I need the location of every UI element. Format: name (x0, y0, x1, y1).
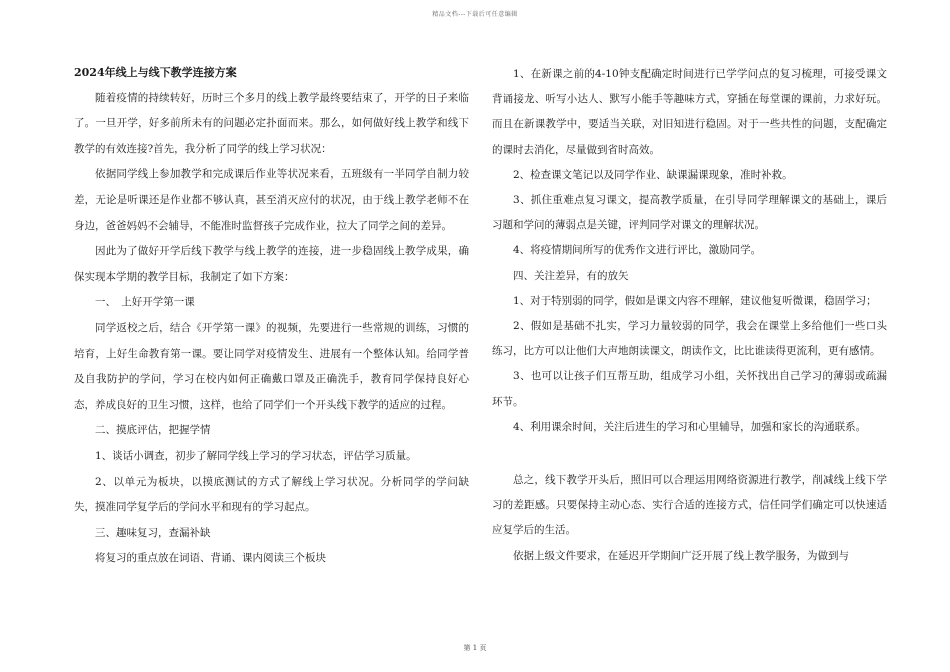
paragraph: 依据同学线上参加教学和完成课后作业等状况来看，五班级有一半同学自制力较差，无论是听课还是作业都不够认真，甚至消灭应付的状况，由于线上教学老师不在身边，爸爸妈妈不会辅导，不能准时监督孩子完成作业，拉大了同学之间的差异。 (74, 168, 469, 232)
section-heading: 三、趣味复习，查漏补缺 (95, 526, 211, 539)
document-title: 2024年线上与线下教学连接方案 (74, 66, 237, 79)
paragraph: 3、也可以让孩子们互帮互助，组成学习小组，关怀找出自己学习的薄弱或疏漏环节。 (492, 370, 887, 408)
paragraph: 将复习的重点放在词语、背诵、课内阅读三个板块 (95, 552, 326, 565)
paragraph: 2、假如是基础不扎实，学习力量较弱的同学，我会在课堂上多给他们一些口头练习，比方可以让他们大声地朗读课文，朗读作文，比比谁读得更流利，更有感情。 (492, 320, 887, 358)
page-number: 第 1 页 (463, 644, 487, 652)
paragraph: 同学返校之后，结合《开学第一课》的视频，先要进行一些常规的训练，习惯的培育，上好生命教育第一课。要让同学对疫情发生、进展有一个整体认知。给同学普及自我防护的学问，学习在校内如何正确戴口罩及正确洗手，教育同学保持良好心态，养成良好的卫生习惯，这样，也给了同学们一个开头线下教学的适应的过程。 (74, 321, 469, 411)
left-column (74, 60, 469, 572)
paragraph: 2、检查课文笔记以及同学作业、缺课漏课现象，准时补救。 (513, 168, 793, 181)
paragraph: 随着疫情的持续转好，历时三个多月的线上教学最终要结束了，开学的日子来临了。一旦开学，好多前所未有的问题必定扑面而来。那么，如何做好线上教学和线下教学的有效连接?首先，我分析了同学的线上学习状况： (74, 91, 469, 155)
paragraph: 依据上级文件要求，在延迟开学期间广泛开展了线上教学服务，为做到与 (513, 549, 849, 562)
page-header: 精品文档---下载后可任意编辑 (432, 11, 518, 18)
paragraph: 4、将疫情期间所写的优秀作文进行评比，激励同学。 (513, 244, 762, 257)
paragraph: 1、对于特别弱的同学，假如是课文内容不理解，建议他复听微课，稳固学习； (513, 294, 877, 307)
paragraph: 1、在新课之前的4-10钟支配确定时间进行已学学问点的复习梳理，可接受课文背诵接龙、听写小达人、默写小能手等趣味方式，穿插在每堂课的课前，力求好玩。而且在新课教学中，要适当关联，对旧知进行稳固。对于一些共性的问题，支配确定的课时去消化，尽量做到省时高效。 (492, 68, 887, 156)
paragraph: 总之，线下教学开头后，照旧可以合理运用网络资源进行教学，削减线上线下学习的差距感。只要保持主动心态、实行合适的连接方式，信任同学们确定可以快速适应复学后的生活。 (492, 474, 887, 537)
spacer (492, 440, 887, 468)
paragraph: 3、抓住重难点复习课文，提高教学质量，在引导同学理解课文的基础上，课后习题和学问的薄弱点是关键，评判同学对课文的理解状况。 (492, 194, 887, 232)
paragraph: 1、谈话小调查，初步了解同学线上学习的学习状态，评估学习质量。 (95, 449, 417, 462)
paragraph: 4、利用课余时间，关注后进生的学习和心里辅导，加强和家长的沟通联系。 (513, 420, 867, 433)
section-heading: 一、 上好开学第一课 (95, 296, 195, 309)
section-heading: 二、摸底评估，把握学情 (95, 424, 211, 437)
paragraph: 2、以单元为板块，以摸底测试的方式了解线上学习状况。分析同学的学问缺失，摸准同学复学后的学问水平和现有的学习起点。 (74, 475, 469, 514)
right-column (492, 62, 887, 569)
section-heading: 四、关注差异，有的放矢 (513, 269, 629, 282)
paragraph: 因此为了做好开学后线下教学与线上教学的连接，进一步稳固线上教学成果，确保实现本学期的教学目标，我制定了如下方案： (74, 245, 469, 283)
